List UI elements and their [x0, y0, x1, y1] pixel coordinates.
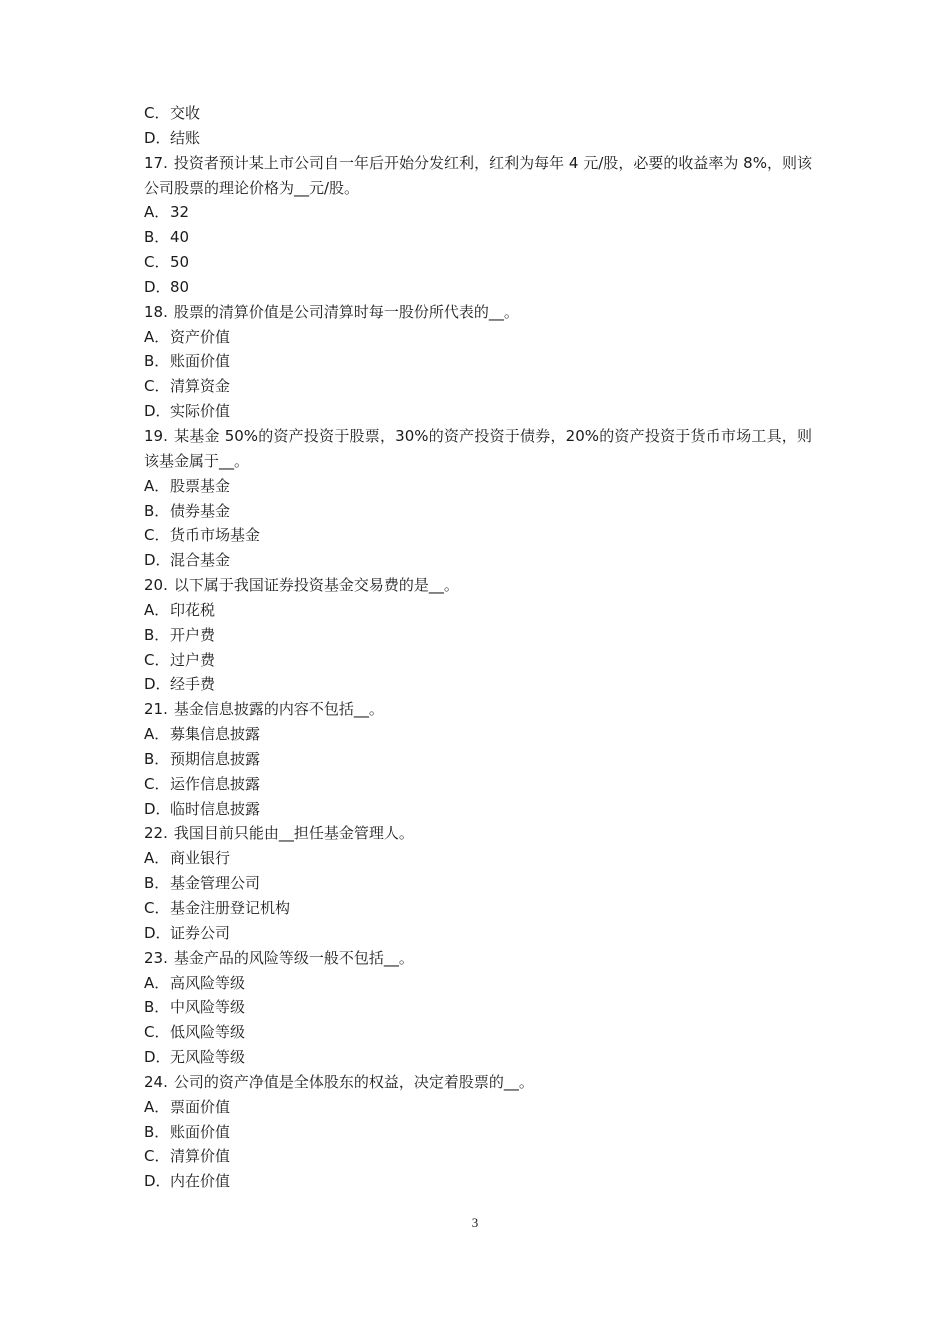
option-letter: D． — [144, 675, 171, 694]
question-number: 21. — [144, 700, 168, 719]
option-letter: A． — [144, 849, 170, 868]
option-text: 无风险等级 — [170, 1048, 246, 1067]
option-text: 50 — [170, 253, 190, 272]
option-text: 基金管理公司 — [170, 874, 261, 893]
page-number: 3 — [471, 1215, 479, 1230]
option-a — [144, 474, 812, 499]
option-text: 开户费 — [170, 625, 216, 644]
option-letter: A． — [144, 973, 170, 992]
option-d — [144, 275, 812, 300]
option-letter: A． — [144, 476, 170, 495]
option-letter: C． — [144, 1023, 170, 1042]
option-text: 清算价值 — [170, 1147, 231, 1166]
option-text: 账面价值 — [170, 1122, 231, 1141]
question-text: 基金信息披露的内容不包括__。 — [173, 700, 384, 719]
option-letter: D． — [144, 551, 171, 570]
option-letter: C． — [144, 526, 170, 545]
option-text: 募集信息披露 — [170, 725, 261, 744]
option-letter: C． — [144, 1147, 170, 1166]
option-letter: C． — [144, 377, 170, 396]
question-text: 基金产品的风险等级一般不包括__。 — [173, 948, 414, 967]
option-letter: D． — [144, 402, 171, 421]
option-text: 股票基金 — [170, 476, 231, 495]
option-d — [144, 1169, 812, 1194]
option-b — [144, 623, 812, 648]
option-letter: D． — [144, 128, 171, 147]
question-text: 投资者预计某上市公司自一年后开始分发红利，红利为每年 4 元/股，必要的收益率为 8%，则该公司股票的理论价格为__元/股。 — [144, 153, 812, 197]
question-22 — [144, 821, 812, 846]
option-d — [144, 399, 812, 424]
option-letter: B． — [144, 998, 170, 1017]
question-text: 某基金 50%的资产投资于股票，30%的资产投资于债券，20%的资产投资于货币市场工具，则该基金属于__。 — [144, 426, 812, 470]
question-text: 以下属于我国证券投资基金交易费的是__。 — [173, 576, 459, 595]
option-letter: D． — [144, 923, 171, 942]
question-number: 17. — [144, 153, 168, 172]
question-23 — [144, 946, 812, 971]
question-number: 19. — [144, 426, 168, 445]
option-text: 基金注册登记机构 — [170, 899, 291, 917]
question-24 — [144, 1070, 812, 1095]
option-text: 交收 — [170, 104, 201, 122]
option-text: 低风险等级 — [170, 1023, 246, 1042]
option-text: 预期信息披露 — [170, 749, 261, 768]
option-letter: A． — [144, 203, 170, 222]
option-letter: D． — [144, 1172, 171, 1191]
option-text: 32 — [170, 203, 190, 222]
option-letter: C． — [144, 104, 170, 122]
option-letter: A． — [144, 1097, 170, 1116]
option-c — [144, 1020, 812, 1045]
option-letter: B． — [144, 228, 170, 247]
option-letter: B． — [144, 1122, 170, 1141]
option-letter: D． — [144, 277, 171, 296]
option-letter: C． — [144, 899, 170, 917]
page-content — [144, 101, 812, 1194]
option-a — [144, 722, 812, 747]
option-a — [144, 971, 812, 996]
option-text: 实际价值 — [170, 402, 231, 421]
option-b — [144, 1120, 812, 1145]
question-number: 22. — [144, 824, 168, 843]
question-number: 24. — [144, 1072, 168, 1091]
option-letter: B． — [144, 874, 170, 893]
option-letter: A． — [144, 600, 170, 619]
option-text: 债券基金 — [170, 501, 231, 520]
option-text: 清算资金 — [170, 377, 231, 396]
option-a — [144, 846, 812, 871]
option-letter: B． — [144, 501, 170, 520]
option-letter: D． — [144, 1048, 171, 1067]
option-text: 运作信息披露 — [170, 774, 261, 793]
option-c — [144, 1144, 812, 1169]
option-text: 混合基金 — [170, 551, 231, 570]
question-text: 我国目前只能由__担任基金管理人。 — [173, 824, 414, 843]
option-b — [144, 225, 812, 250]
option-c — [144, 772, 812, 797]
option-c — [144, 523, 812, 548]
option-a — [144, 1095, 812, 1120]
option-text: 账面价值 — [170, 352, 231, 371]
option-text: 结账 — [170, 128, 201, 147]
option-a — [144, 598, 812, 623]
option-d — [144, 672, 812, 697]
option-d — [144, 1045, 812, 1070]
option-text: 商业银行 — [170, 849, 231, 868]
option-a — [144, 200, 812, 225]
option-text: 80 — [170, 277, 190, 296]
option-d — [144, 921, 812, 946]
question-18 — [144, 300, 812, 325]
question-number: 23. — [144, 948, 168, 967]
option-letter: B． — [144, 749, 170, 768]
option-b — [144, 499, 812, 524]
option-d — [144, 797, 812, 822]
option-letter: B． — [144, 352, 170, 371]
question-text: 股票的清算价值是公司清算时每一股份所代表的__。 — [173, 302, 519, 321]
question-number: 18. — [144, 302, 168, 321]
question-number: 20. — [144, 576, 168, 595]
option-letter: A． — [144, 327, 170, 346]
option-c — [144, 896, 812, 921]
option-text: 票面价值 — [170, 1097, 231, 1116]
option-text: 货币市场基金 — [170, 526, 261, 545]
option-text: 中风险等级 — [170, 998, 246, 1017]
option-c — [144, 101, 812, 126]
option-letter: B． — [144, 625, 170, 644]
option-c — [144, 648, 812, 673]
option-text: 过户费 — [170, 650, 216, 669]
option-a — [144, 325, 812, 350]
option-text: 临时信息披露 — [170, 799, 261, 818]
option-b — [144, 995, 812, 1020]
option-d — [144, 548, 812, 573]
option-letter: A． — [144, 725, 170, 744]
question-text: 公司的资产净值是全体股东的权益，决定着股票的__。 — [173, 1072, 534, 1091]
option-text: 证券公司 — [170, 923, 231, 942]
option-letter: C． — [144, 253, 170, 272]
option-c — [144, 374, 812, 399]
option-b — [144, 871, 812, 896]
question-19 — [144, 424, 812, 474]
question-21 — [144, 697, 812, 722]
option-c — [144, 250, 812, 275]
option-text: 内在价值 — [170, 1172, 231, 1191]
option-b — [144, 747, 812, 772]
option-text: 高风险等级 — [170, 973, 246, 992]
option-b — [144, 349, 812, 374]
option-text: 40 — [170, 228, 190, 247]
option-text: 资产价值 — [170, 327, 231, 346]
question-20 — [144, 573, 812, 598]
option-text: 经手费 — [170, 675, 216, 694]
option-letter: C． — [144, 774, 170, 793]
option-letter: D． — [144, 799, 171, 818]
option-letter: C． — [144, 650, 170, 669]
option-d — [144, 126, 812, 151]
option-text: 印花税 — [170, 600, 216, 619]
question-17 — [144, 151, 812, 201]
